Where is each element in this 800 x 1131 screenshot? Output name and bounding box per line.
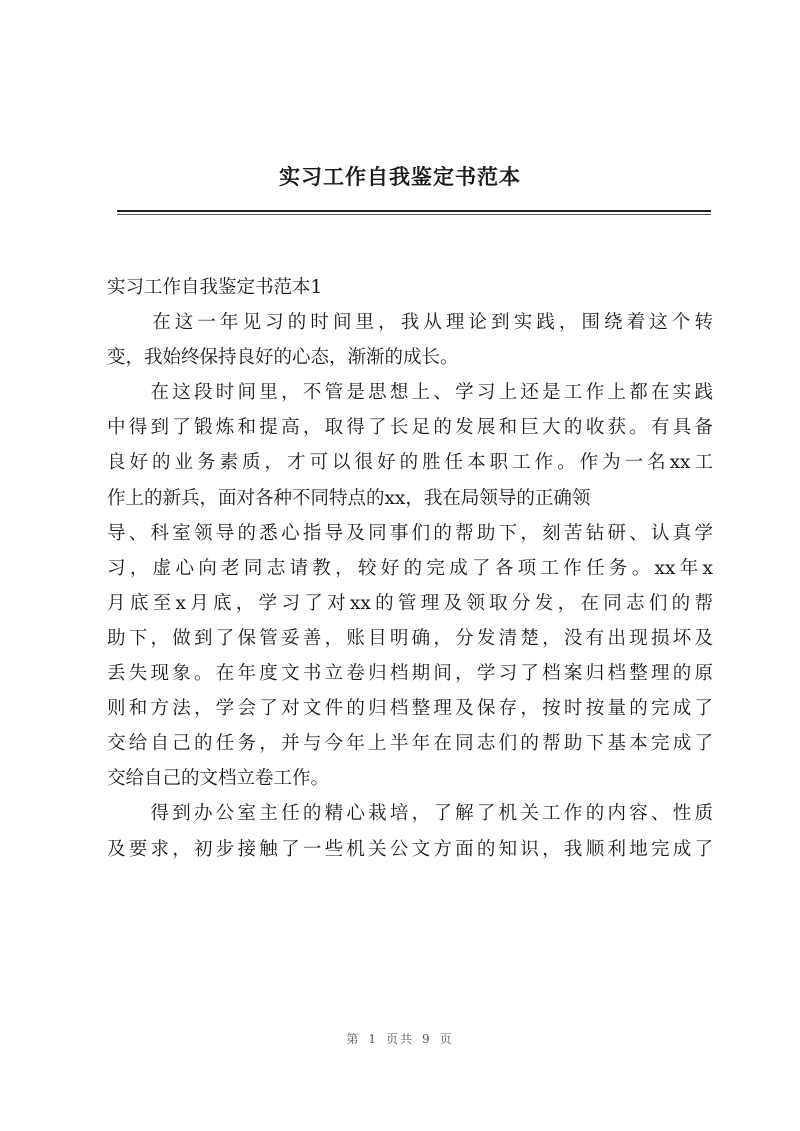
body-line: 得到办公室主任的精心栽培，了解了机关工作的内容、性质 — [107, 803, 713, 825]
body-line: 良好的业务素质，才可以很好的胜任本职工作。作为一名xx工 — [107, 452, 713, 474]
body-line: 月底至x月底，学习了对xx的管理及领取分发，在同志们的帮 — [107, 592, 713, 614]
body-line: 在这一年见习的时间里，我从理论到实践，围绕着这个转 — [107, 312, 713, 334]
title-divider-thin — [117, 214, 711, 215]
body-line: 习，虚心向老同志请教，较好的完成了各项工作任务。xx年x — [107, 557, 713, 579]
title-divider — [117, 210, 711, 212]
body-line: 在这段时间里，不管是思想上、学习上还是工作上都在实践 — [107, 382, 713, 404]
section-heading: 实习工作自我鉴定书范本1 — [107, 277, 323, 298]
document-body — [107, 270, 713, 867]
body-line: 变，我始终保持良好的心态，渐渐的成长。 — [107, 347, 459, 369]
footer-suffix: 页 — [439, 1032, 454, 1046]
page-footer — [0, 1030, 800, 1047]
body-line: 导、科室领导的悉心指导及同事们的帮助下，刻苦钻研、认真学 — [107, 522, 713, 544]
body-line: 丢失现象。在年度文书立卷归档期间，学习了档案归档整理的原 — [107, 663, 713, 685]
footer-page-number: 1 — [368, 1032, 378, 1046]
body-line: 交给自己的任务，并与今年上半年在同志们的帮助下基本完成了 — [107, 733, 713, 755]
body-line: 作上的新兵，面对各种不同特点的xx，我在局领导的正确领 — [107, 487, 591, 509]
body-line: 交给自己的文档立卷工作。 — [107, 768, 330, 790]
body-line: 则和方法，学会了对文件的归档整理及保存，按时按量的完成了 — [107, 698, 713, 720]
body-line: 助下，做到了保管妥善，账目明确，分发清楚，没有出现损坏及 — [107, 627, 713, 649]
footer-prefix: 第 — [346, 1032, 361, 1046]
body-line: 及要求，初步接触了一些机关公文方面的知识，我顺利地完成了 — [107, 838, 713, 860]
footer-total-pages: 9 — [422, 1032, 432, 1046]
document-title: 实习工作自我鉴定书范本 — [279, 165, 521, 189]
footer-middle: 页共 — [385, 1032, 414, 1046]
body-line: 中得到了锻炼和提高，取得了长足的发展和巨大的收获。有具备 — [107, 417, 713, 439]
